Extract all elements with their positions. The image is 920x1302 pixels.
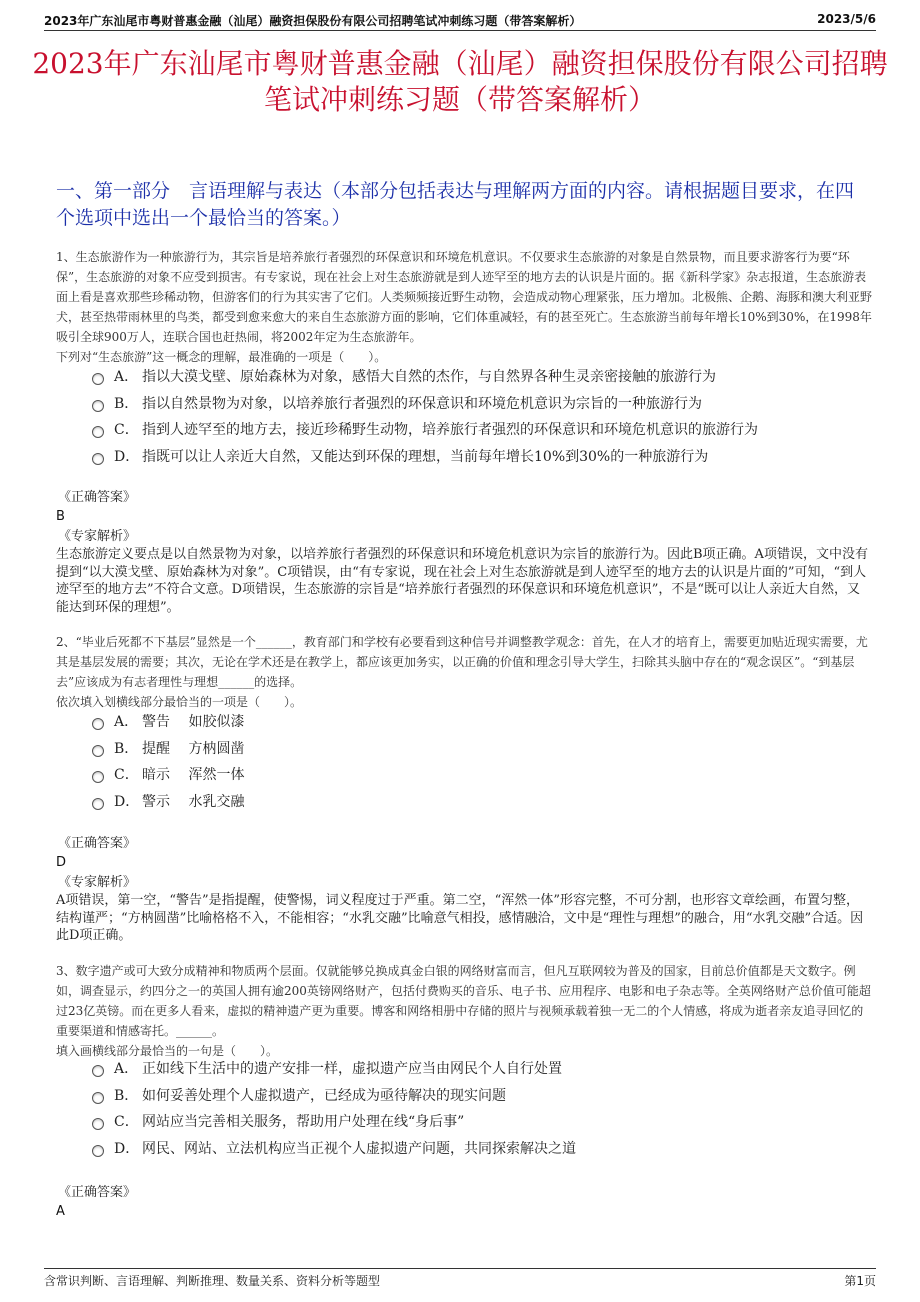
option-text: 指到人迹罕至的地方去，接近珍稀野生动物，培养旅行者强烈的环保意识和环境危机意识的旅游行为: [142, 422, 758, 438]
radio-icon[interactable]: [92, 798, 104, 810]
radio-icon[interactable]: [92, 426, 104, 438]
radio-icon[interactable]: [92, 745, 104, 757]
option-text: 暗示 浑然一体: [142, 767, 245, 783]
option-letter: C．: [114, 1114, 139, 1130]
option-letter: D．: [114, 793, 140, 810]
option-2d[interactable]: [92, 789, 880, 816]
question-3: [56, 961, 874, 1061]
header-date: 2023/5/6: [817, 12, 876, 26]
answer-label: 《正确答案》: [58, 490, 137, 505]
question-1-options: [92, 364, 880, 470]
option-text: 网民、网站、立法机构应当正视个人虚拟遗产问题，共同探索解决之道: [142, 1140, 576, 1157]
question-1-prompt: 下列对“生态旅游”这一概念的理解，最准确的一项是（ ）。: [56, 350, 387, 364]
section-heading: 一、第一部分 言语理解与表达（本部分包括表达与理解两方面的内容。请根据题目要求，在四个选项中选出一个最恰当的答案。）: [56, 180, 855, 229]
question-2: [56, 632, 874, 712]
option-letter: A．: [114, 714, 139, 730]
option-2a[interactable]: [92, 709, 880, 736]
answer-value: A: [56, 1204, 65, 1219]
option-text: 如何妥善处理个人虚拟遗产，已经成为亟待解决的现实问题: [142, 1087, 506, 1104]
question-2-options: [92, 709, 880, 815]
option-letter: A．: [114, 1061, 139, 1077]
radio-icon[interactable]: [92, 1145, 104, 1157]
question-3-text: 3、数字遗产或可大致分成精神和物质两个层面。仅就能够兑换成真金白银的网络财富而言，但凡互联网较为普及的国家，目前总价值都是天文数字。例如，调查显示，约四分之一的英国人拥有逾200英镑网络财产，包括付费购买的音乐、电子书、应用程序、电影和电子杂志等。全英网络财产总价值可能超过23亿英镑。而在更多人看来，虚拟的精神遗产更为重要。博客和网络相册中存储的照片与视频承载着独一无二的个人情感，将成为逝者亲友追寻回忆的重要渠道和情感寄托。______。: [56, 964, 871, 1038]
page-number: 第1页: [844, 1274, 876, 1288]
option-letter: B．: [114, 1087, 139, 1104]
option-1b[interactable]: [92, 391, 880, 418]
answer-label: 《正确答案》: [58, 1185, 137, 1200]
question-1: [56, 247, 874, 367]
option-letter: B．: [114, 740, 139, 757]
option-2b[interactable]: [92, 736, 880, 763]
option-text: 指既可以让人亲近大自然，又能达到环保的理想，当前每年增长10%到30%的一种旅游行为: [142, 448, 709, 465]
option-letter: A．: [114, 369, 139, 385]
analysis-text: 生态旅游定义要点是以自然景物为对象，以培养旅行者强烈的环保意识和环境危机意识为宗旨的旅游行为。因此B项正确。A项错误，文中没有提到“以大漠戈壁、原始森林为对象”。C项错误，由“有专家说，现在社会上对生态旅游就是到人迹罕至的地方去的认识是片面的”可知，“到人迹罕至的地方去”不符合文意。D项错误，生态旅游的宗旨是“培养旅行者强烈的环保意识和环境危机意识”，不是“既可以让人亲近大自然，又能达到环保的理想”。: [56, 547, 868, 615]
option-letter: C．: [114, 767, 139, 783]
radio-icon[interactable]: [92, 373, 104, 385]
radio-icon[interactable]: [92, 718, 104, 730]
header-doc-title: 2023年广东汕尾市粤财普惠金融（汕尾）融资担保股份有限公司招聘笔试冲刺练习题（带答案解析）: [44, 14, 582, 28]
radio-icon[interactable]: [92, 1092, 104, 1104]
answer-value: D: [56, 855, 67, 870]
option-3d[interactable]: [92, 1136, 880, 1163]
analysis-text: A项错误，第一空，“警告”是指提醒，使警惕，词义程度过于严重。第二空，“浑然一体”形容完整，不可分割，也形容文章绘画，布置匀整，结构谨严；“方枘圆凿”比喻格格不入，不能相容；“水乳交融”比喻意气相投，感情融洽，文中是“理性与理想”的融合，用“水乳交融”合适。因此D项正确。: [56, 893, 864, 943]
option-3a[interactable]: [92, 1056, 880, 1083]
option-2c[interactable]: [92, 762, 880, 789]
question-1-text: 1、生态旅游作为一种旅游行为，其宗旨是培养旅行者强烈的环保意识和环境危机意识。不仅要求生态旅游的对象是自然景物，而且要求游客行为要“环保”，生态旅游的对象不应受到损害。有专家说，现在社会上对生态旅游就是到人迹罕至的地方去的认识是片面的。据《新科学家》杂志报道，生态旅游表面上看是喜欢那些珍稀动物，但游客们的行为其实害了它们。人类频频接近野生动物，会造成动物心理紧张，压力增加。北极熊、企鹅、海豚和澳大利亚野犬，甚至热带雨林里的鸟类，都受到愈来愈大的来自生态旅游方面的影响，它们体重减轻，有的甚至死亡。生态旅游当前每年增长10%到30%，在1998年吸引全球900万人，连联合国也赶热闹，将2002年定为生态旅游年。: [56, 250, 873, 344]
question-3-prompt: 填入画横线部分最恰当的一句是（ ）。: [56, 1044, 279, 1058]
option-text: 警示 水乳交融: [142, 793, 245, 810]
option-1a[interactable]: [92, 364, 880, 391]
page-footer: [44, 1268, 876, 1287]
analysis-label: 《专家解析》: [58, 529, 137, 544]
option-3c[interactable]: [92, 1109, 880, 1136]
option-text: 网站应当完善相关服务，帮助用户处理在线“身后事”: [142, 1114, 465, 1130]
option-text: 指以大漠戈壁、原始森林为对象，感悟大自然的杰作，与自然界各种生灵亲密接触的旅游行为: [142, 369, 716, 385]
option-1c[interactable]: [92, 417, 880, 444]
question-3-options: [92, 1056, 880, 1162]
footer-note: 含常识判断、言语理解、判断推理、数量关系、资料分析等题型: [44, 1274, 381, 1288]
analysis-label: 《专家解析》: [58, 875, 137, 890]
option-1d[interactable]: [92, 444, 880, 471]
option-letter: D．: [114, 1140, 140, 1157]
question-2-prompt: 依次填入划横线部分最恰当的一项是（ ）。: [56, 695, 303, 709]
answer-label: 《正确答案》: [58, 836, 137, 851]
radio-icon[interactable]: [92, 1065, 104, 1077]
option-text: 警告 如胶似漆: [142, 714, 245, 730]
option-3b[interactable]: [92, 1083, 880, 1110]
option-letter: D．: [114, 448, 140, 465]
option-text: 指以自然景物为对象，以培养旅行者强烈的环保意识和环境危机意识为宗旨的一种旅游行为: [142, 395, 702, 412]
page-header: [44, 10, 876, 31]
question-2-text: 2、“毕业后死都不下基层”显然是一个______，教育部门和学校有必要看到这种信号并调整教学观念：首先，在人才的培育上，需要更加贴近现实需要，尤其是基层发展的需要；其次，无论在学术还是在教学上，都应该更加务实，以正确的价值和理念引导大学生，扫除其头脑中存在的“观念误区”。“到基层去”应该成为有志者理性与理想______的选择。: [56, 635, 868, 689]
page-title: 2023年广东汕尾市粤财普惠金融（汕尾）融资担保股份有限公司招聘笔试冲刺练习题（带答案解析）: [32, 47, 888, 116]
option-letter: C．: [114, 422, 139, 438]
option-letter: B．: [114, 395, 139, 412]
radio-icon[interactable]: [92, 453, 104, 465]
option-text: 提醒 方枘圆凿: [142, 740, 245, 757]
radio-icon[interactable]: [92, 400, 104, 412]
radio-icon[interactable]: [92, 771, 104, 783]
option-text: 正如线下生活中的遗产安排一样，虚拟遗产应当由网民个人自行处置: [142, 1061, 562, 1077]
radio-icon[interactable]: [92, 1118, 104, 1130]
answer-value: B: [56, 509, 65, 524]
